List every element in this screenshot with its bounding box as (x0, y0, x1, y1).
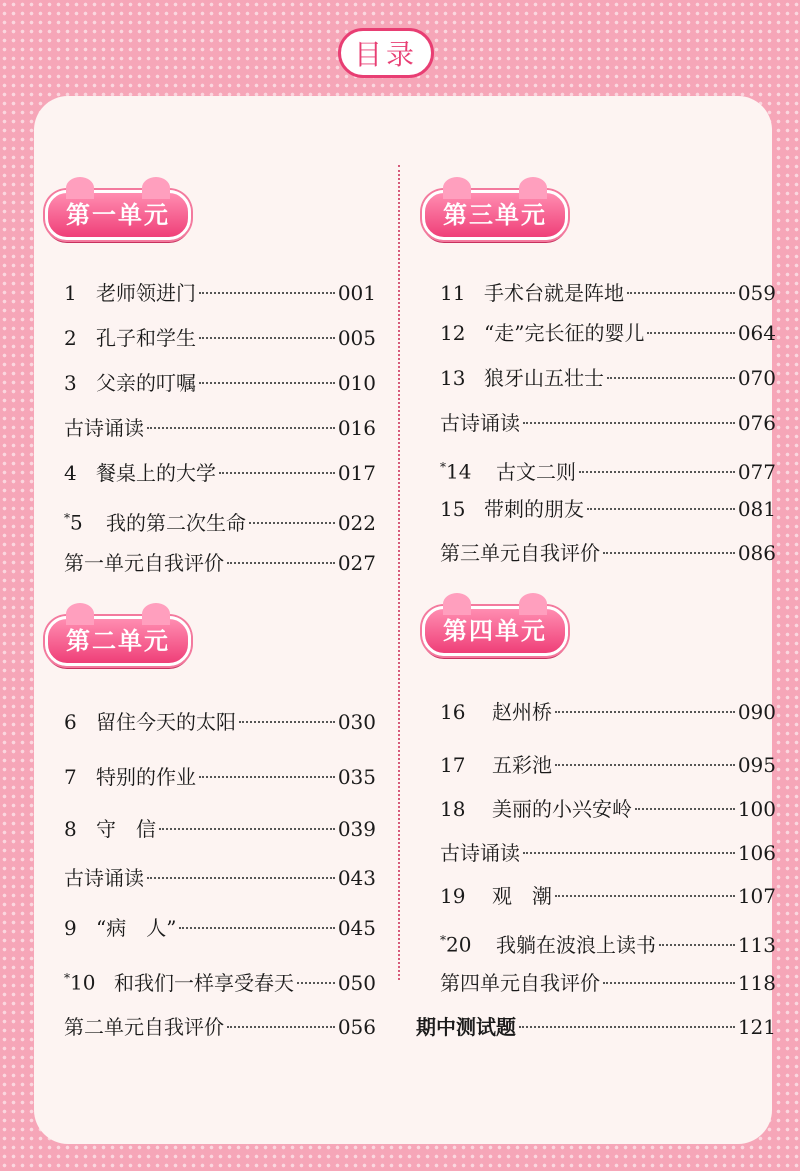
entry-title: 古诗诵读 (440, 841, 520, 865)
entry-page: 095 (737, 753, 776, 777)
toc-entry[interactable] (440, 968, 776, 998)
optional-mark: * (64, 511, 70, 525)
entry-page: 076 (737, 411, 776, 435)
toc-entry[interactable] (440, 881, 776, 911)
entry-title: 赵州桥 (492, 700, 552, 724)
entry-title: 狼牙山五壮士 (484, 366, 604, 390)
entry-number: 3 (64, 371, 77, 395)
toc-entry[interactable] (440, 838, 776, 868)
entry-page: 016 (337, 416, 376, 440)
entry-number: 2 (64, 326, 77, 350)
optional-mark: * (440, 933, 446, 947)
unit-1-badge (45, 190, 191, 240)
toc-entry[interactable] (440, 452, 776, 482)
toc-entry[interactable] (64, 458, 376, 488)
toc-entry[interactable] (64, 1012, 376, 1042)
entry-page: 017 (337, 461, 376, 485)
entry-page: 077 (737, 459, 776, 484)
toc-entry[interactable] (64, 707, 376, 737)
entry-number: 12 (440, 321, 466, 345)
entry-title: 第一单元自我评价 (64, 551, 224, 575)
unit-1-label: 第一单元 (66, 201, 170, 229)
entry-title: 和我们一样享受春天 (114, 970, 294, 995)
unit-2-label: 第二单元 (66, 627, 170, 655)
entry-number: 18 (440, 797, 466, 821)
entry-title: 古诗诵读 (64, 416, 144, 440)
entry-title: 古诗诵读 (64, 866, 144, 890)
toc-entry[interactable] (440, 538, 776, 568)
entry-title: 守 信 (96, 817, 156, 841)
entry-page: 121 (737, 1015, 776, 1039)
toc-entry[interactable] (64, 548, 376, 578)
entry-page: 086 (737, 541, 776, 565)
entry-page: 045 (337, 916, 376, 940)
toc-entry[interactable] (64, 413, 376, 443)
entry-page: 081 (737, 497, 776, 521)
optional-mark: * (64, 971, 70, 985)
entry-page: 090 (737, 700, 776, 724)
entry-title: 观 潮 (492, 884, 552, 908)
entry-title: 留住今天的太阳 (96, 710, 236, 734)
toc-entry[interactable] (440, 494, 776, 524)
entry-number: 19 (440, 884, 466, 908)
entry-page: 027 (337, 551, 376, 575)
entry-number: 1 (64, 281, 77, 305)
toc-entry[interactable] (440, 408, 776, 438)
toc-entry[interactable] (64, 814, 376, 844)
entry-number: 6 (64, 710, 77, 734)
toc-entry[interactable] (440, 697, 776, 727)
toc-entry[interactable] (64, 913, 376, 943)
toc-entry[interactable] (440, 794, 776, 824)
entry-title: 第三单元自我评价 (440, 541, 600, 565)
entry-page: 030 (337, 710, 376, 734)
entry-page: 005 (337, 326, 376, 350)
entry-number: 8 (64, 817, 77, 841)
entry-title: 餐桌上的大学 (96, 461, 216, 485)
toc-entry[interactable] (440, 318, 776, 348)
entry-page: 064 (737, 321, 776, 345)
unit-3-label: 第三单元 (443, 201, 547, 229)
toc-entry[interactable] (64, 323, 376, 353)
toc-entry[interactable] (440, 925, 776, 955)
entry-page: 118 (737, 971, 776, 995)
entry-title: 第二单元自我评价 (64, 1015, 224, 1039)
column-divider (398, 165, 400, 980)
entry-title: 五彩池 (492, 753, 552, 777)
entry-title: 我的第二次生命 (106, 510, 246, 535)
entry-number: 16 (440, 700, 466, 724)
entry-title: 父亲的叮嘱 (96, 371, 196, 395)
entry-number: 5 (70, 510, 83, 535)
toc-entry[interactable] (64, 503, 376, 533)
entry-title: 期中测试题 (416, 1015, 516, 1039)
page-title: 目录 (338, 28, 434, 78)
toc-entry[interactable] (64, 368, 376, 398)
toc-entry-midterm[interactable] (416, 1012, 776, 1042)
entry-title: 手术台就是阵地 (484, 281, 624, 305)
entry-title: 古文二则 (496, 459, 576, 484)
toc-entry[interactable] (64, 278, 376, 308)
entry-number: 20 (446, 932, 472, 957)
entry-number: 13 (440, 366, 466, 390)
entry-title: 特别的作业 (96, 765, 196, 789)
entry-page: 106 (737, 841, 776, 865)
entry-title: “走”完长征的婴儿 (484, 321, 645, 345)
entry-page: 010 (337, 371, 376, 395)
toc-entry[interactable] (64, 762, 376, 792)
entry-title: 第四单元自我评价 (440, 971, 600, 995)
unit-2-badge (45, 616, 191, 666)
entry-page: 056 (337, 1015, 376, 1039)
entry-number: 7 (64, 765, 77, 789)
entry-page: 022 (337, 510, 376, 535)
entry-page: 113 (737, 932, 776, 957)
entry-title: 带刺的朋友 (484, 497, 584, 521)
entry-title: 我躺在波浪上读书 (496, 932, 656, 957)
entry-page: 001 (337, 281, 376, 305)
unit-4-badge (422, 606, 568, 656)
entry-number: 14 (446, 459, 472, 484)
entry-title: 孔子和学生 (96, 326, 196, 350)
toc-entry[interactable] (64, 963, 376, 993)
unit-3-badge (422, 190, 568, 240)
entry-number: 11 (440, 281, 466, 305)
entry-number: 10 (70, 970, 96, 995)
toc-entry[interactable] (440, 278, 776, 308)
entry-page: 070 (737, 366, 776, 390)
entry-number: 4 (64, 461, 77, 485)
entry-title: 古诗诵读 (440, 411, 520, 435)
entry-page: 107 (737, 884, 776, 908)
toc-entry[interactable] (440, 363, 776, 393)
optional-mark: * (440, 460, 446, 474)
entry-page: 050 (337, 970, 376, 995)
entry-page: 043 (337, 866, 376, 890)
entry-page: 035 (337, 765, 376, 789)
entry-page: 039 (337, 817, 376, 841)
entry-number: 9 (64, 916, 77, 940)
toc-entry[interactable] (64, 863, 376, 893)
entry-number: 17 (440, 753, 466, 777)
entry-number: 15 (440, 497, 466, 521)
entry-title: 美丽的小兴安岭 (492, 797, 632, 821)
entry-title: “病 人” (96, 916, 177, 940)
entry-page: 059 (737, 281, 776, 305)
entry-title: 老师领进门 (96, 281, 196, 305)
entry-page: 100 (737, 797, 776, 821)
unit-4-label: 第四单元 (443, 617, 547, 645)
toc-entry[interactable] (440, 750, 776, 780)
